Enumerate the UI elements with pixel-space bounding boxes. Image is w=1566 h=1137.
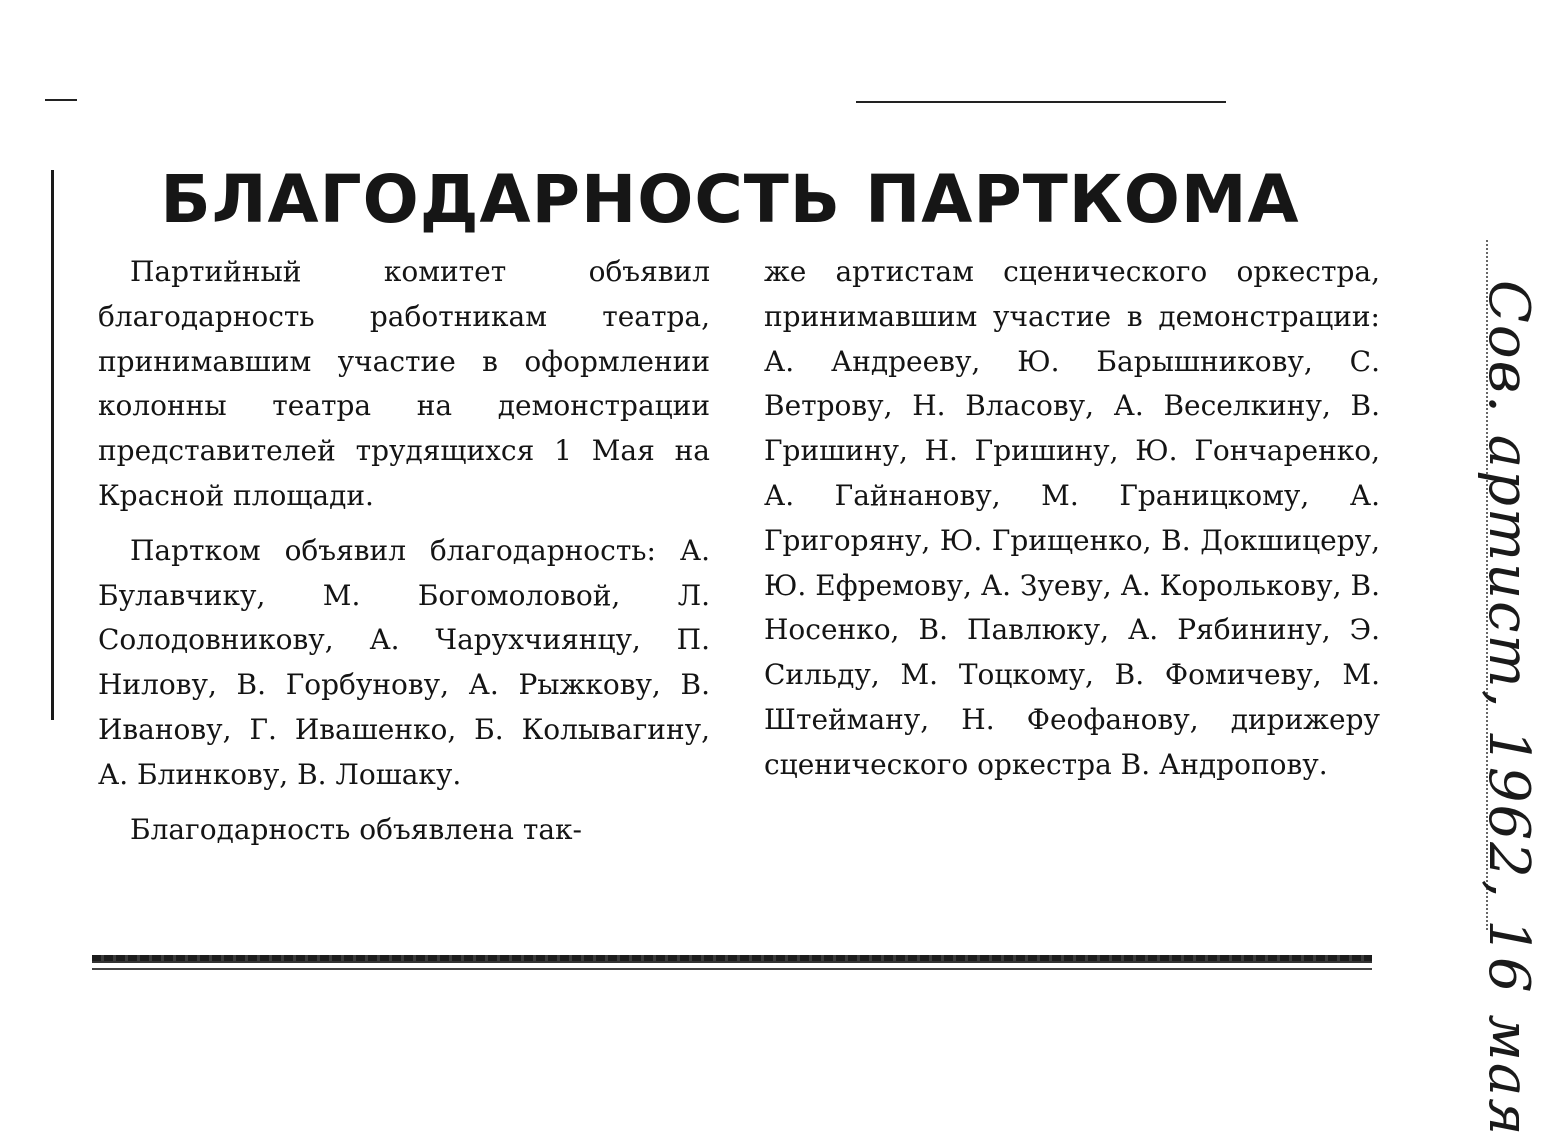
paragraph-3-continued: же артистам сценического оркестра, принимавшим участие в демонстрации: А. Андрееву, Ю. Барышникову, С. Ветрову, Н. Власову, А. Веселкину, В. Гришину, Н. Гришину, Ю. Гончаренко, А. Гайнанову, М. Границкому, А. Григоряну, Ю. Грищенко, В. Докшицеру, Ю. Ефремову, А. Зуеву, А. Королькову, В. Носенко, В. Павлюку, А. Рябинину, Э. Сильду, М. Тоцкому, В. Фомичеву, М. Штейману, Н. Феофанову, дирижеру сценического оркестра В. Андропову. xyxy=(764,255,1380,781)
scan-mark-top-right xyxy=(856,101,1226,103)
headline: БЛАГОДАРНОСТЬ ПАРТКОМА xyxy=(160,161,1300,238)
scan-mark-top-left xyxy=(45,99,77,101)
paragraph-3: Благодарность объявлена так- xyxy=(130,812,582,846)
handwritten-source-note: Сов. артист, 1962, 16 мая xyxy=(1476,280,1541,1137)
right-column xyxy=(764,250,1380,788)
scan-edge-left xyxy=(51,170,54,720)
paragraph-1: Партийный комитет объявил благодарность работникам театра, принимавшим участие в оформлении колонны театра на демонстрации представителей трудящихся 1 Мая на Красной площади. xyxy=(98,255,710,512)
left-column xyxy=(98,250,710,852)
newspaper-clipping xyxy=(80,150,1380,980)
paragraph-2: Партком объявил благодарность: А. Булавчику, М. Богомоловой, Л. Солодовникову, А. Чарухчиянцу, П. Нилову, В. Горбунову, А. Рыжкову, В. Иванову, Г. Ивашенко, Б. Колывагину, А. Блинкову, В. Лошаку. xyxy=(98,533,710,791)
bottom-rule-thin xyxy=(92,968,1372,970)
bottom-rule xyxy=(92,955,1372,963)
